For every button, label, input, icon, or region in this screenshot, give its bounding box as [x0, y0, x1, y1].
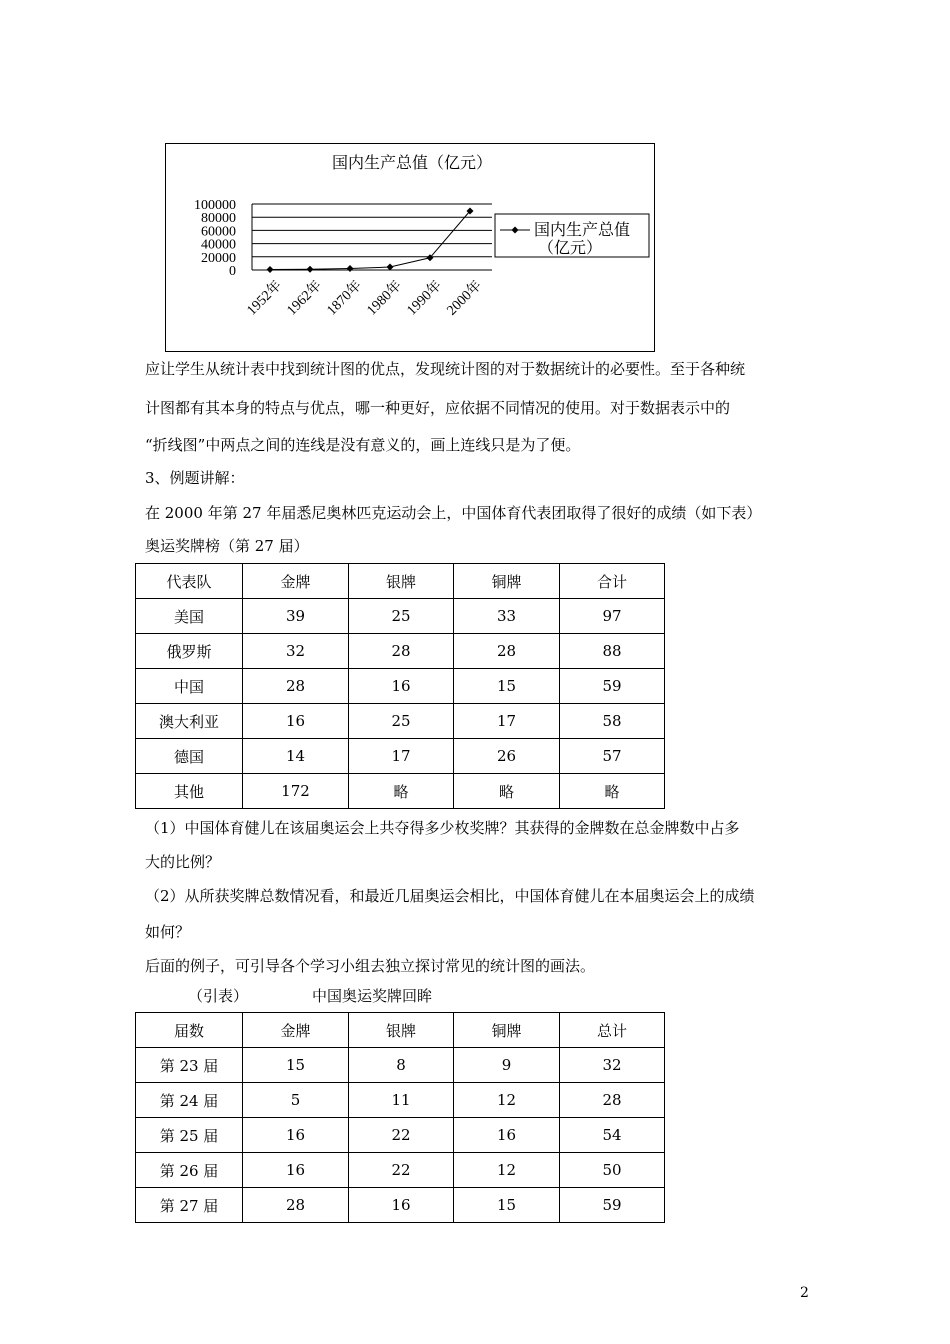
table-cell: 5	[243, 1083, 349, 1118]
data-point	[387, 264, 394, 271]
table-cell: 中国	[136, 669, 243, 704]
question-2-line-2: 如何？	[145, 923, 191, 941]
table-cell: 97	[560, 599, 665, 634]
table-cell: 28	[454, 634, 560, 669]
table2-header-cell: 银牌	[349, 1013, 454, 1048]
table-cell: 第 26 届	[136, 1153, 243, 1188]
section-heading: 3、例题讲解：	[145, 469, 245, 487]
chart-title: 国内生产总值（亿元）	[331, 155, 493, 172]
table-cell: 33	[454, 599, 560, 634]
table-cell: 15	[243, 1048, 349, 1083]
chart-svg	[166, 144, 654, 351]
data-point	[307, 266, 314, 273]
table-cell: 第 24 届	[136, 1083, 243, 1118]
table-cell: 第 27 届	[136, 1188, 243, 1223]
table2-header-row	[136, 1013, 665, 1048]
table-cell: 16	[349, 1188, 454, 1223]
table1-header-row	[136, 564, 665, 599]
table-cell: 59	[560, 1188, 665, 1223]
y-tick-label: 40000	[201, 237, 236, 253]
table-cell: 8	[349, 1048, 454, 1083]
legend-label-unit: （亿元）	[538, 240, 603, 257]
table-cell: 28	[243, 669, 349, 704]
table-cell: 9	[454, 1048, 560, 1083]
table-cell: 16	[243, 1153, 349, 1188]
x-tick-label: 1952年	[244, 278, 285, 319]
table-row	[136, 704, 665, 739]
table2-caption-title: 中国奥运奖牌回眸	[312, 987, 433, 1005]
data-point	[347, 265, 354, 272]
legend-label: 国内生产总值	[534, 222, 631, 239]
table-cell: 12	[454, 1153, 560, 1188]
table-cell: 32	[560, 1048, 665, 1083]
y-tick-label: 60000	[201, 224, 236, 240]
table1-header-cell: 代表队	[136, 564, 243, 599]
x-tick-label: 1980年	[364, 278, 405, 319]
page-number: 2	[800, 1285, 809, 1301]
table1-caption: 奥运奖牌榜（第 27 届）	[145, 537, 309, 555]
table2-header-cell: 金牌	[243, 1013, 349, 1048]
table-cell: 32	[243, 634, 349, 669]
question-1-line-1: （1）中国体育健儿在该届奥运会上共夺得多少枚奖牌？其获得的金牌数在总金牌数中占多	[145, 819, 740, 837]
table-row	[136, 1153, 665, 1188]
series-line	[270, 211, 470, 270]
table-row	[136, 669, 665, 704]
table-cell: 28	[560, 1083, 665, 1118]
table-cell: 第 23 届	[136, 1048, 243, 1083]
table-row	[136, 1118, 665, 1153]
table-cell: 28	[243, 1188, 349, 1223]
table-cell: 澳大利亚	[136, 704, 243, 739]
table-cell: 略	[560, 774, 665, 809]
table-cell: 略	[349, 774, 454, 809]
y-tick-label: 80000	[201, 211, 236, 227]
table-cell: 16	[454, 1118, 560, 1153]
table-row	[136, 634, 665, 669]
table-cell: 12	[454, 1083, 560, 1118]
table-cell: 16	[349, 669, 454, 704]
table-row	[136, 599, 665, 634]
table-cell: 25	[349, 704, 454, 739]
y-tick-label: 100000	[194, 198, 236, 213]
table-row	[136, 1188, 665, 1223]
table-cell: 22	[349, 1118, 454, 1153]
table-cell: 58	[560, 704, 665, 739]
table-cell: 25	[349, 599, 454, 634]
paragraph-line-5: 在 2000 年第 27 年届悉尼奥林匹克运动会上，中国体育代表团取得了很好的成绩（如下表）	[145, 504, 762, 522]
table-cell: 俄罗斯	[136, 634, 243, 669]
table2-header-cell: 总计	[560, 1013, 665, 1048]
table-cell: 16	[243, 1118, 349, 1153]
table-cell: 59	[560, 669, 665, 704]
table2-header-cell: 届数	[136, 1013, 243, 1048]
table-cell: 88	[560, 634, 665, 669]
table-cell: 其他	[136, 774, 243, 809]
y-tick-label: 0	[229, 264, 236, 279]
table-cell: 第 25 届	[136, 1118, 243, 1153]
table-row	[136, 1083, 665, 1118]
paragraph-line-1: 应让学生从统计表中找到统计图的优点，发现统计图的对于数据统计的必要性。至于各种统	[145, 360, 746, 378]
table-cell: 17	[349, 739, 454, 774]
table-cell: 57	[560, 739, 665, 774]
table-cell: 39	[243, 599, 349, 634]
table-cell: 17	[454, 704, 560, 739]
x-tick-label: 1962年	[284, 278, 325, 319]
table2-header-cell: 铜牌	[454, 1013, 560, 1048]
gdp-line-chart	[165, 143, 655, 352]
table-cell: 28	[349, 634, 454, 669]
table1-header-cell: 银牌	[349, 564, 454, 599]
x-tick-label: 1990年	[404, 278, 445, 319]
table-cell: 16	[243, 704, 349, 739]
table2-caption-left: （引表）	[188, 987, 249, 1005]
table-cell: 11	[349, 1083, 454, 1118]
medal-table-27	[135, 563, 665, 809]
paragraph-line-3: “折线图”中两点之间的连线是没有意义的，画上连线只是为了便。	[145, 436, 581, 454]
question-1-line-2: 大的比例？	[145, 853, 221, 871]
table-row	[136, 1048, 665, 1083]
data-point	[267, 266, 274, 273]
x-tick-label: 1870年	[324, 278, 365, 319]
table1-header-cell: 合计	[560, 564, 665, 599]
paragraph-line-7: 后面的例子，可引导各个学习小组去独立探讨常见的统计图的画法。	[145, 957, 596, 975]
table-cell: 略	[454, 774, 560, 809]
table-cell: 15	[454, 1188, 560, 1223]
y-tick-label: 20000	[201, 250, 236, 266]
table-cell: 54	[560, 1118, 665, 1153]
table-cell: 15	[454, 669, 560, 704]
x-tick-label: 2000年	[444, 278, 485, 319]
table-row	[136, 739, 665, 774]
table-cell: 172	[243, 774, 349, 809]
table1-header-cell: 铜牌	[454, 564, 560, 599]
table-cell: 14	[243, 739, 349, 774]
table-cell: 美国	[136, 599, 243, 634]
table1-header-cell: 金牌	[243, 564, 349, 599]
question-2-line-1: （2）从所获奖牌总数情况看，和最近几届奥运会相比，中国体育健儿在本届奥运会上的成绩	[145, 887, 755, 905]
table-cell: 26	[454, 739, 560, 774]
table-cell: 德国	[136, 739, 243, 774]
table-cell: 50	[560, 1153, 665, 1188]
table-row	[136, 774, 665, 809]
medal-history-table	[135, 1012, 665, 1223]
table-cell: 22	[349, 1153, 454, 1188]
paragraph-line-2: 计图都有其本身的特点与优点，哪一种更好，应依据不同情况的使用。对于数据表示中的	[145, 399, 731, 417]
